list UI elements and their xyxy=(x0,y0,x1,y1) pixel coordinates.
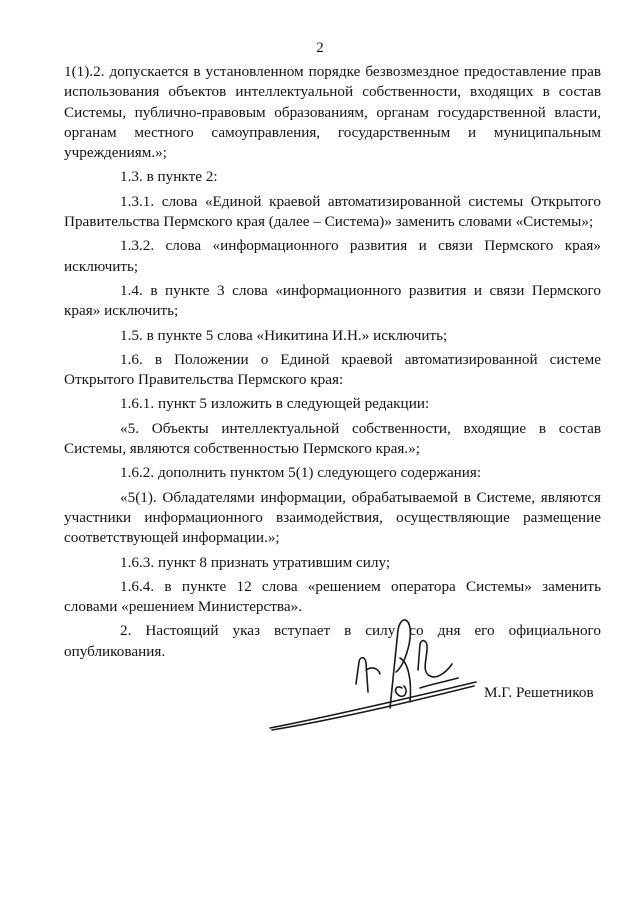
decree-body xyxy=(64,62,601,666)
paragraph-1-6-4: 1.6.4. в пункте 12 слова «решением оператора Системы» заменить словами «решением Министерства». xyxy=(64,577,601,616)
paragraph-1-5: 1.5. в пункте 5 слова «Никитина И.Н.» исключить; xyxy=(120,326,448,344)
paragraph-1-6-1: 1.6.1. пункт 5 изложить в следующей редакции: xyxy=(120,395,430,413)
paragraph-2: 2. Настоящий указ вступает в силу со дня его официального опубликования. xyxy=(64,622,601,660)
paragraph-quote-5-1: «5(1). Обладателями информации, обрабатываемой в Системе, являются участники информационного взаимодействия, осуществляющие размещение соответствующей информации.»; xyxy=(64,488,601,547)
handwritten-signature xyxy=(262,610,477,740)
paragraph-1-6-2: 1.6.2. дополнить пунктом 5(1) следующего содержания: xyxy=(120,464,482,482)
paragraph-1-4: 1.4. в пункте 3 слова «информационного развития и связи Пермского края» исключить; xyxy=(64,281,601,320)
paragraph-1-1-2: 1(1).2. допускается в установленном порядке безвозмездное предоставление прав использования объектов интеллектуальной собственности, входящих в состав Системы, публично-правовым образованиям, органам государственной власти, органам местного самоуправления, государственным и муниципальным учреждениям.»; xyxy=(64,63,601,162)
paragraph-quote-5: «5. Объекты интеллектуальной собственности, входящие в состав Системы, являются собственностью Пермского края.»; xyxy=(64,419,601,458)
paragraph-1-6-3: 1.6.3. пункт 8 признать утратившим силу; xyxy=(120,553,391,571)
page-number: 2 xyxy=(316,40,324,56)
paragraph-1-3: 1.3. в пункте 2: xyxy=(120,168,218,186)
signatory-name: М.Г. Решетников xyxy=(484,684,594,701)
paragraph-1-3-2: 1.3.2. слова «информационного развития и связи Пермского края» исключить; xyxy=(64,237,601,275)
paragraph-1-6: 1.6. в Положении о Единой краевой автоматизированной системе Открытого Правительства Пермского края: xyxy=(64,350,601,389)
paragraph-1-3-1: 1.3.1. слова «Единой краевой автоматизированной системы Открытого Правительства Пермского края (далее – Система)» заменить словами «Системы»; xyxy=(64,192,601,231)
